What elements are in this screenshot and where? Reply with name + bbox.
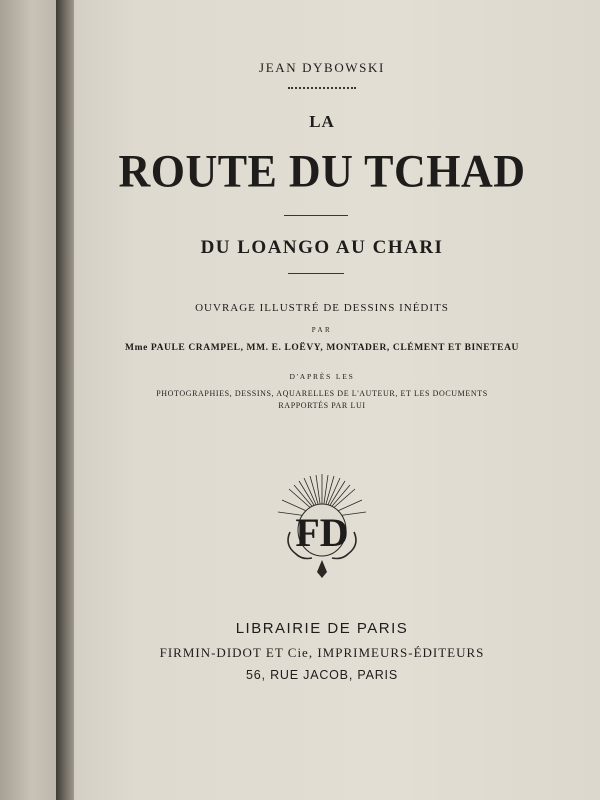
author-name: JEAN DYBOWSKI: [259, 60, 385, 75]
publisher-firm: FIRMIN-DIDOT ET Cie, IMPRIMEURS-ÉDITEURS: [159, 645, 485, 660]
title-article: LA: [309, 112, 335, 131]
book-title: ROUTE DU TCHAD: [118, 145, 526, 198]
credit-par: PAR: [311, 326, 333, 334]
illustrator-names: Mme PAULE CRAMPEL, MM. E. LOËVY, MONTADER, CLÉMENT ET BINETEAU: [125, 343, 519, 353]
credit-apres: D'APRÈS LES: [289, 372, 355, 381]
title-divider-top: [284, 215, 348, 216]
source-credit-line-2: RAPPORTÉS PAR LUI: [278, 401, 366, 410]
source-credit: [74, 388, 570, 412]
publisher-monogram-fd-icon: [272, 470, 372, 580]
illustration-credit: OUVRAGE ILLUSTRÉ DE DESSINS INÉDITS: [195, 302, 449, 314]
publisher-name: LIBRAIRIE DE PARIS: [235, 620, 409, 637]
source-credit-line-1: PHOTOGRAPHIES, DESSINS, AQUARELLES DE L'AUTEUR, ET LES DOCUMENTS: [156, 389, 488, 398]
author-divider: [288, 87, 356, 89]
left-page-edge: [0, 0, 58, 800]
monogram-text: FD: [295, 510, 349, 555]
publisher-address: 56, RUE JACOB, PARIS: [246, 668, 398, 682]
title-divider-bottom: [288, 273, 344, 274]
book-subtitle: DU LOANGO AU CHARI: [200, 237, 444, 258]
book-gutter: [56, 0, 76, 800]
title-page: [74, 0, 600, 800]
